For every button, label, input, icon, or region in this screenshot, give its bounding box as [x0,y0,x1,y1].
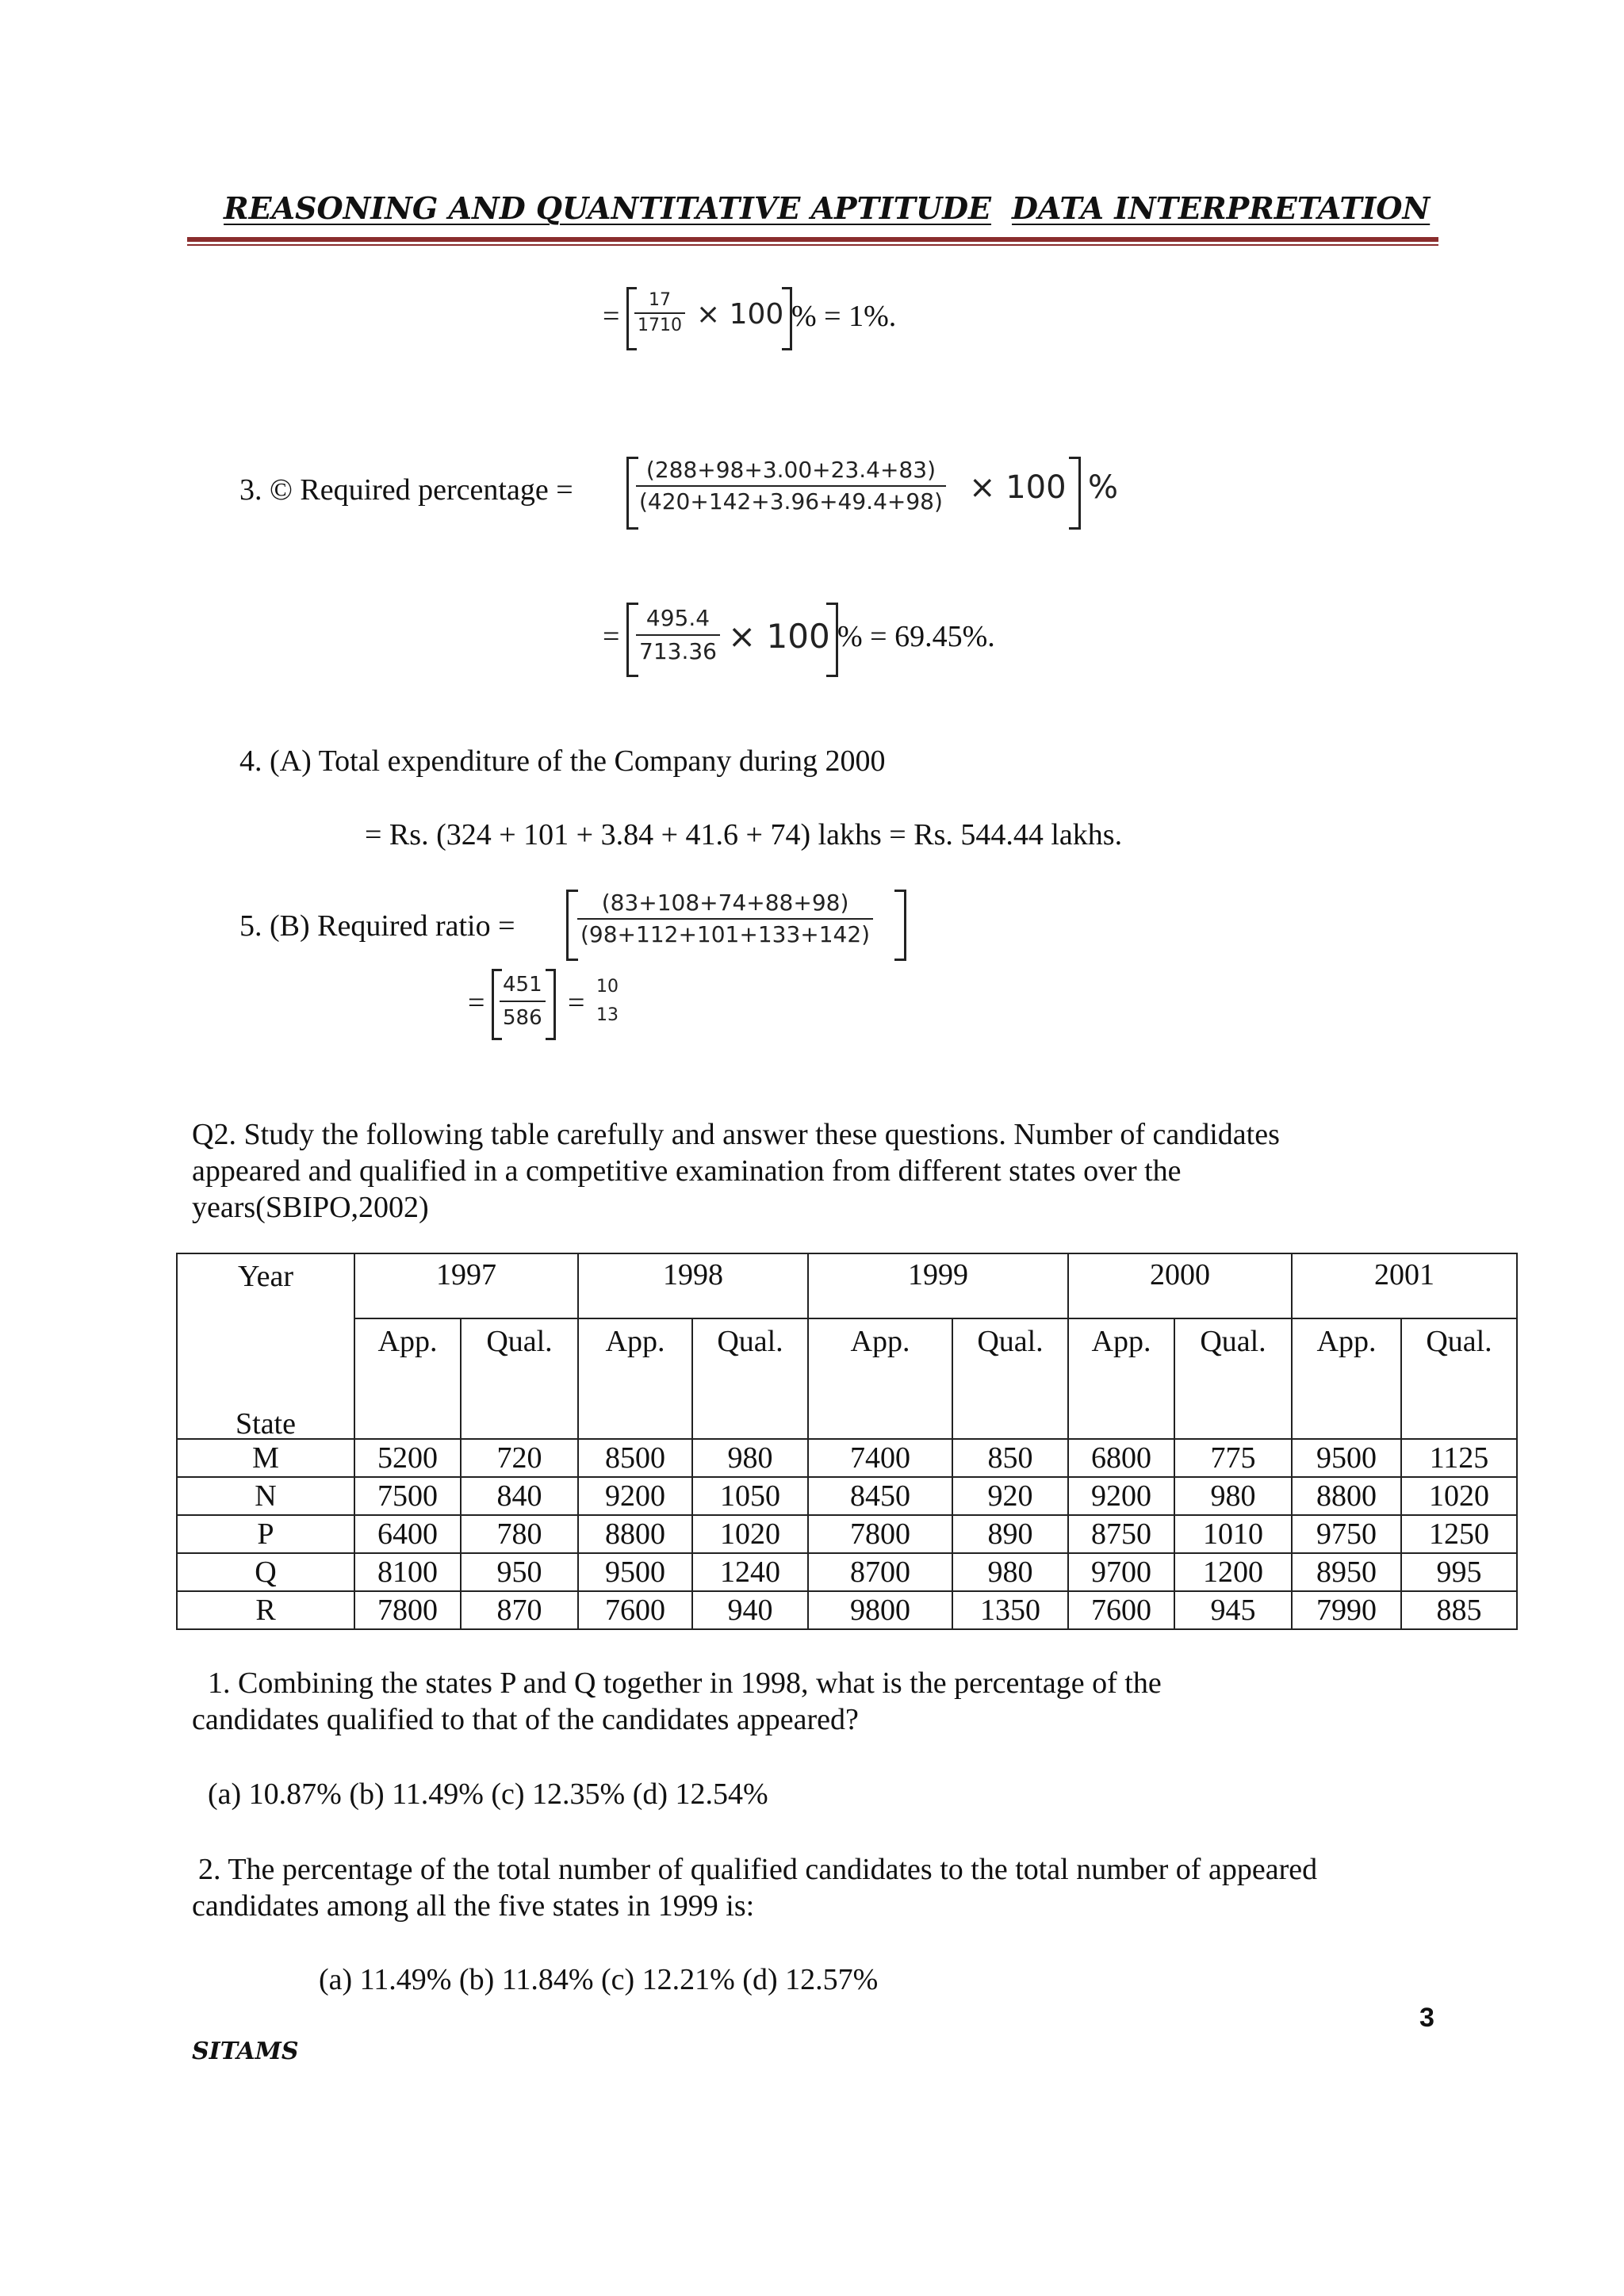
header-rule [187,237,1438,242]
table-cell: 5200 [354,1439,461,1477]
table-cell: 995 [1401,1553,1517,1591]
table-cell: 885 [1401,1591,1517,1629]
table-cell: 9200 [578,1477,692,1515]
q3-eq2: = [603,620,620,653]
q3-num2: 495.4 [645,605,710,631]
sub-header-qual: Qual. [1401,1318,1517,1439]
table-row [177,1439,1517,1477]
table-cell: 950 [461,1553,578,1591]
table-cell: 8750 [1068,1515,1174,1553]
calc-top-times: × 100 [696,298,784,331]
table-cell: 1200 [1174,1553,1292,1591]
year-header: 1998 [578,1253,808,1318]
sub-header-app: App. [1068,1318,1174,1439]
sub-header-qual: Qual. [692,1318,808,1439]
q5-eq2: = [468,986,485,1020]
table-cell: 7500 [354,1477,461,1515]
q3-lead: 3. © Required percentage = [239,473,573,507]
q3-den: (420+142+3.96+49.4+98) [639,488,943,515]
table-body [177,1439,1517,1629]
year-header: 1999 [808,1253,1068,1318]
q3-fraction-2 [636,603,720,668]
q5-den2: 586 [503,1006,542,1030]
table-cell: 7600 [1068,1591,1174,1629]
table-cell: 9700 [1068,1553,1174,1591]
table-cell: 720 [461,1439,578,1477]
q3-den2: 713.36 [639,638,717,664]
table-cell: 9200 [1068,1477,1174,1515]
table-cell: 9500 [1292,1439,1401,1477]
state-cell: R [177,1591,354,1629]
year-header: 1997 [354,1253,578,1318]
q5-den: (98+112+101+133+142) [580,921,871,947]
q5-right-bracket-2 [546,969,556,1040]
q3-times: × 100 [969,469,1067,506]
table-row [177,1553,1517,1591]
question2-line2: candidates among all the five states in 1999 is: [192,1889,755,1923]
question1-options: (a) 10.87% (b) 11.49% (c) 12.35% (d) 12.54% [208,1777,768,1811]
q2-intro-line3: years(SBIPO,2002) [192,1191,429,1224]
q3-right-bracket [1069,457,1081,530]
q5-fraction [577,888,873,950]
table-cell: 6400 [354,1515,461,1553]
sub-header-app: App. [1292,1318,1401,1439]
table-cell: 1350 [952,1591,1068,1629]
table-cell: 7990 [1292,1591,1401,1629]
data-table [176,1253,1518,1630]
table-cell: 1020 [1401,1477,1517,1515]
table-cell: 1240 [692,1553,808,1591]
q4-line1: 4. (A) Total expenditure of the Company during 2000 [239,744,886,778]
table-cell: 945 [1174,1591,1292,1629]
state-cell: N [177,1477,354,1515]
sub-header-app: App. [354,1318,461,1439]
table-cell: 1250 [1401,1515,1517,1553]
table-row [177,1591,1517,1629]
sub-header-app: App. [808,1318,952,1439]
table-cell: 940 [692,1591,808,1629]
calc-top-num: 17 [649,290,671,310]
table-row [177,1515,1517,1553]
question2-line1: 2. The percentage of the total number of qualified candidates to the total number of appeared [198,1853,1318,1886]
footer-label: SITAMS [192,2038,299,2065]
header-rule-thin [187,244,1438,246]
sub-header-qual: Qual. [952,1318,1068,1439]
question2-options: (a) 11.49% (b) 11.84% (c) 12.21% (d) 12.57% [319,1963,879,1996]
page-number: 3 [1419,2003,1434,2033]
table-cell: 1010 [1174,1515,1292,1553]
table-cell: 9500 [578,1553,692,1591]
year-header: 2001 [1292,1253,1517,1318]
q3-tail2: % = 69.45%. [837,620,995,653]
year-state-cell [177,1253,354,1439]
table-cell: 840 [461,1477,578,1515]
table-cell: 980 [1174,1477,1292,1515]
q5-left-bracket [566,890,578,961]
table-cell: 8500 [578,1439,692,1477]
calc-top-den: 1710 [638,316,682,335]
q5-num: (83+108+74+88+98) [601,890,849,916]
table-cell: 7800 [808,1515,952,1553]
q3-pct: % [1088,469,1119,506]
state-cell: P [177,1515,354,1553]
question1-line2: candidates qualified to that of the candidates appeared? [192,1703,859,1736]
table-cell: 1020 [692,1515,808,1553]
table-cell: 7600 [578,1591,692,1629]
table-cell: 8700 [808,1553,952,1591]
table-cell: 775 [1174,1439,1292,1477]
sub-header-qual: Qual. [1174,1318,1292,1439]
q3-times2: × 100 [728,617,830,656]
table-cell: 6800 [1068,1439,1174,1477]
table-cell: 9750 [1292,1515,1401,1553]
q4-line2: = Rs. (324 + 101 + 3.84 + 41.6 + 74) lakhs = Rs. 544.44 lakhs. [365,818,1123,851]
table-row [177,1477,1517,1515]
table-cell: 8800 [1292,1477,1401,1515]
table-cell: 7400 [808,1439,952,1477]
state-cell: M [177,1439,354,1477]
q5-fraction-2 [500,969,546,1034]
year-header: 2000 [1068,1253,1292,1318]
q3-right-bracket-2 [826,603,838,677]
table-cell: 8800 [578,1515,692,1553]
q2-intro-line2: appeared and qualified in a competitive examination from different states over the [192,1154,1182,1188]
table-cell: 780 [461,1515,578,1553]
q2-intro-line1: Q2. Study the following table carefully and answer these questions. Number of candidates [192,1118,1280,1151]
q5-den3: 13 [596,1005,619,1025]
table-sub-row [177,1318,1517,1439]
table-year-row [177,1253,1517,1318]
table-cell: 7800 [354,1591,461,1629]
table-cell: 8450 [808,1477,952,1515]
q5-num2: 451 [503,973,542,997]
header-right: DATA INTERPRETATION [1012,190,1431,226]
header-left: REASONING AND QUANTITATIVE APTITUDE [224,190,992,226]
state-cell: Q [177,1553,354,1591]
q5-eq3: = [568,986,585,1020]
table-cell: 920 [952,1477,1068,1515]
table-cell: 890 [952,1515,1068,1553]
table-cell: 1050 [692,1477,808,1515]
state-label: State [236,1407,296,1441]
q5-fraction-3 [593,974,622,1029]
sub-header-qual: Qual. [461,1318,578,1439]
table-cell: 8950 [1292,1553,1401,1591]
calc-top-fraction [634,289,685,338]
table-cell: 1125 [1401,1439,1517,1477]
sub-header-app: App. [578,1318,692,1439]
table-cell: 850 [952,1439,1068,1477]
table-cell: 8100 [354,1553,461,1591]
calc-top-eq: = [603,300,620,333]
q3-num: (288+98+3.00+23.4+83) [645,457,936,483]
table-cell: 9800 [808,1591,952,1629]
table-cell: 980 [692,1439,808,1477]
table-cell: 870 [461,1591,578,1629]
calc-top-tail: % = 1%. [791,300,897,333]
table-cell: 980 [952,1553,1068,1591]
year-label: Year [237,1260,294,1293]
q5-lead: 5. (B) Required ratio = [239,909,515,943]
q5-right-bracket [894,890,906,961]
q3-fraction [636,455,946,517]
question1-line1: 1. Combining the states P and Q together in 1998, what is the percentage of the [208,1667,1162,1700]
q5-num3: 10 [596,977,619,997]
